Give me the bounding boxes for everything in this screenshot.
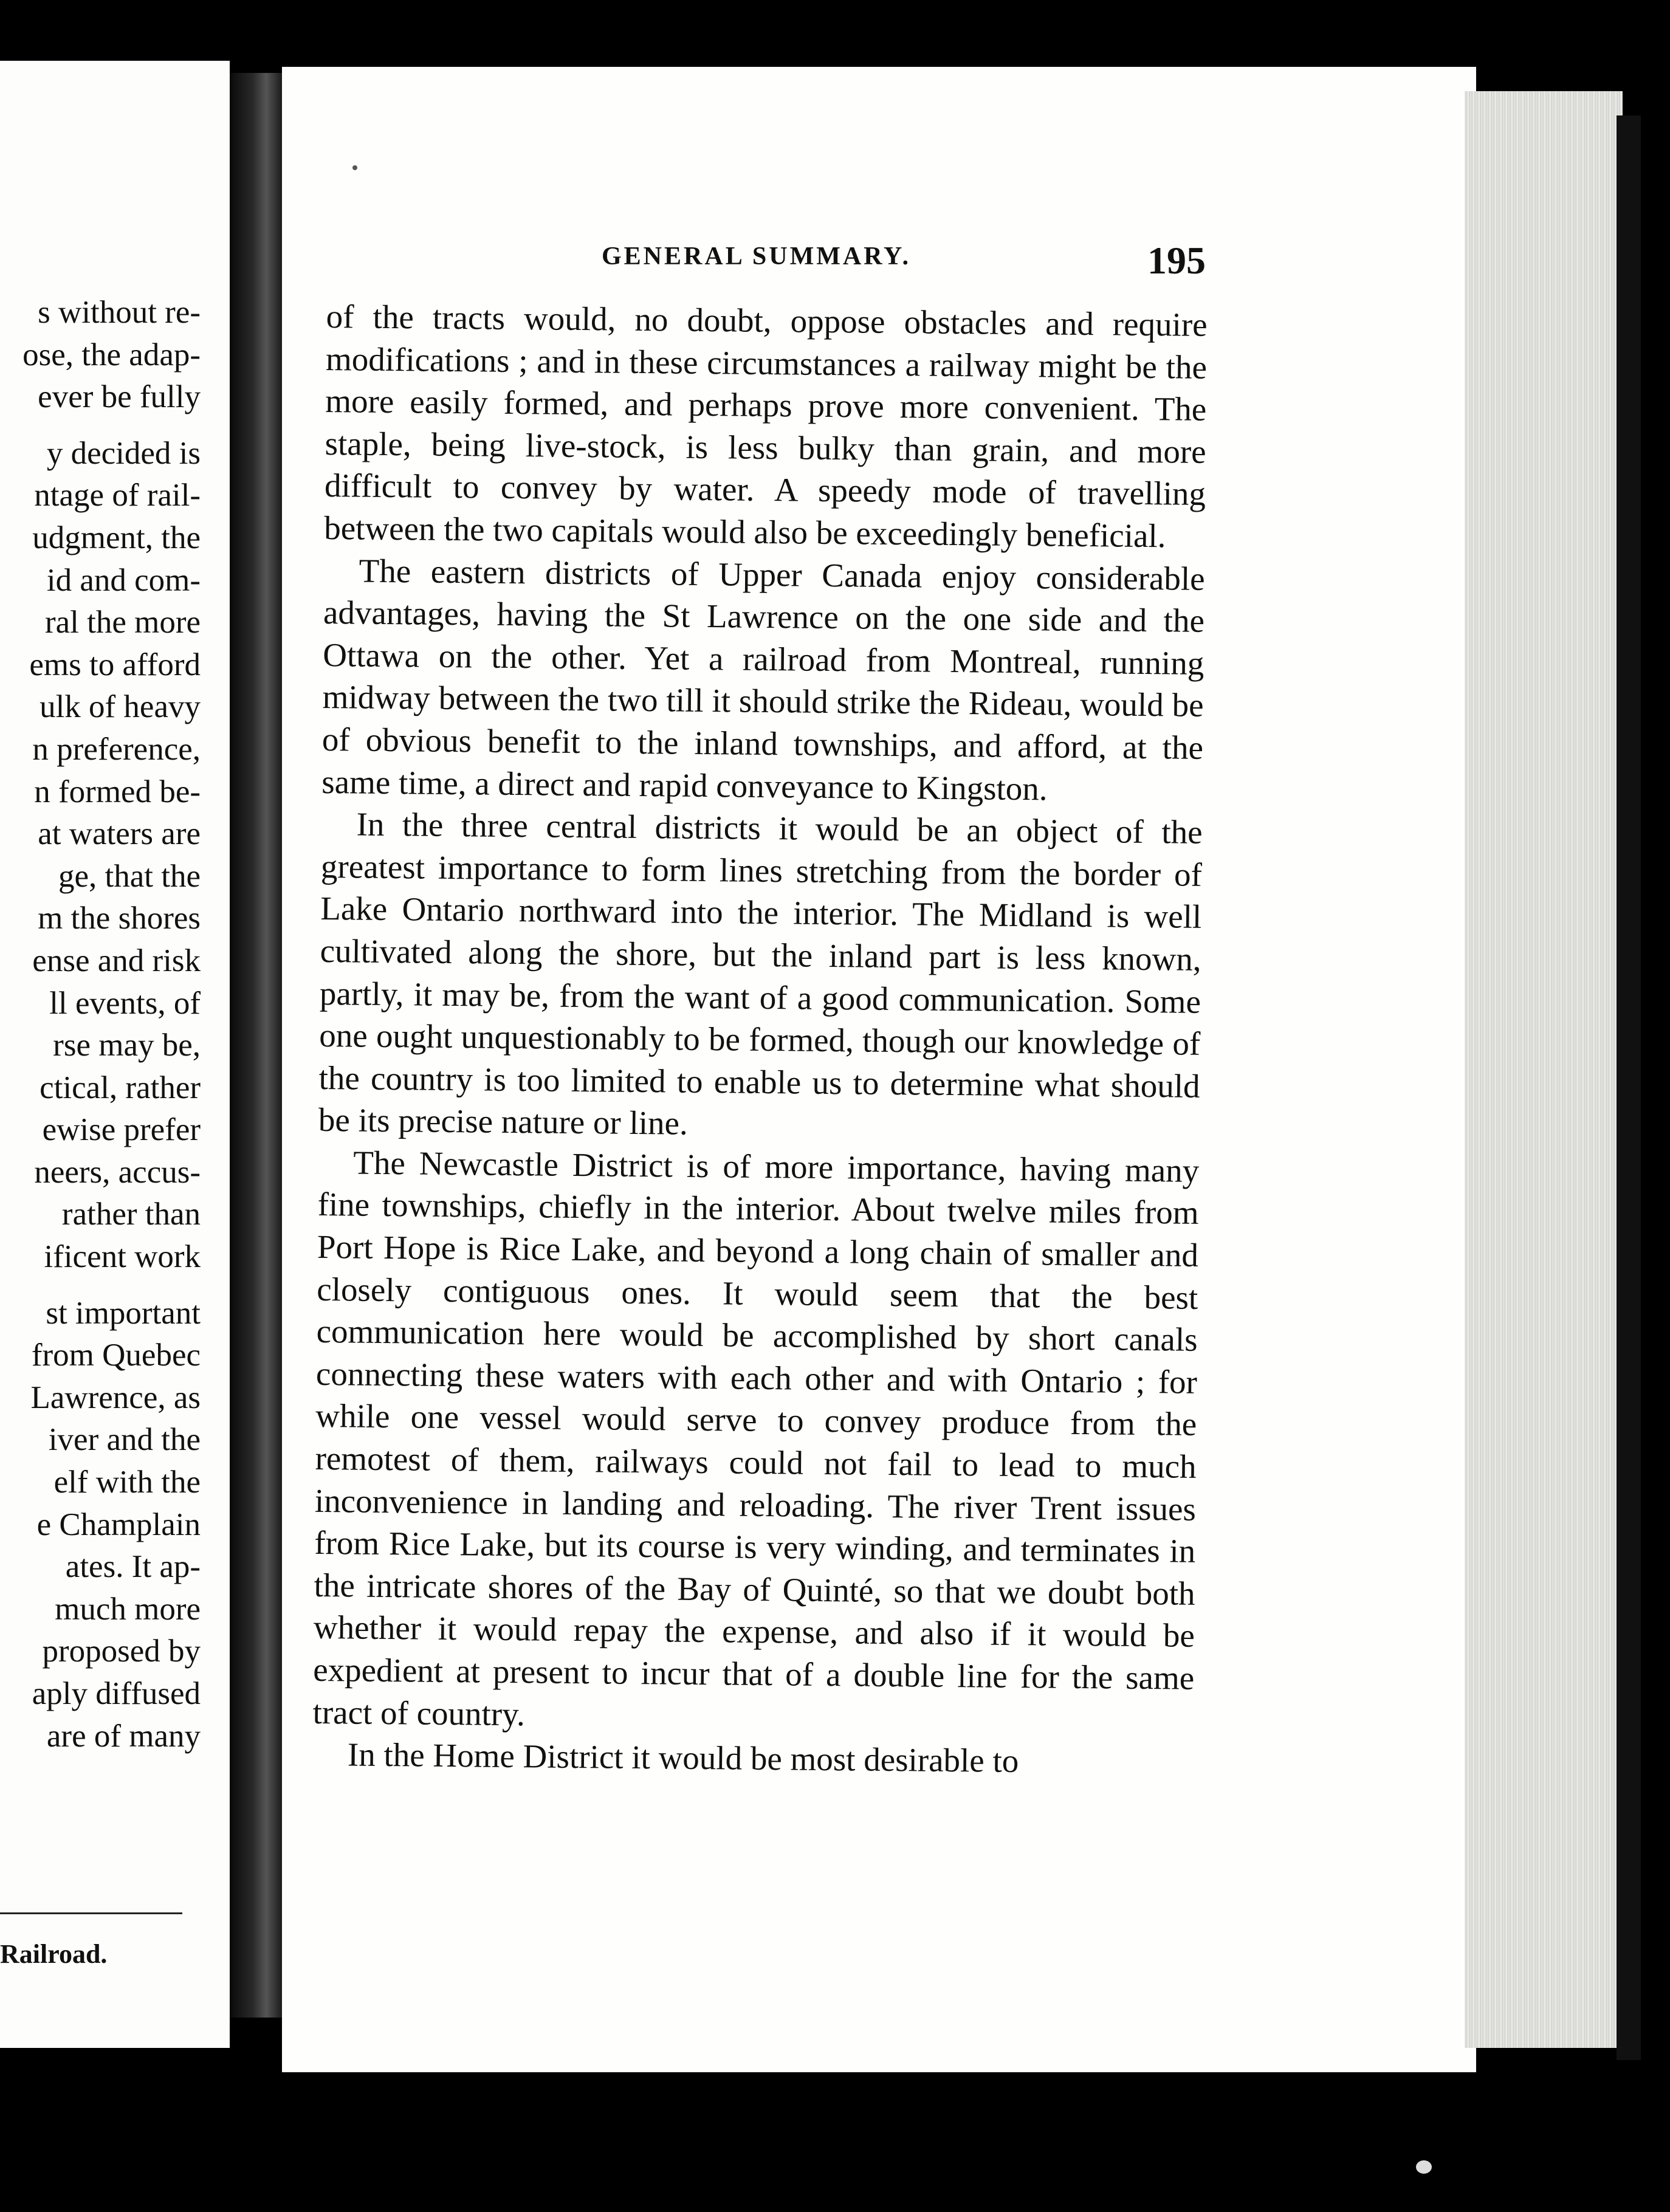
- body-text: [312, 295, 1208, 1784]
- left-line: iver and the: [48, 1422, 201, 1458]
- left-footnote: Railroad.: [0, 1939, 108, 1969]
- scan-speck: [352, 165, 357, 170]
- left-line: elf with the: [53, 1465, 201, 1500]
- left-line: n preference,: [32, 731, 201, 767]
- left-line: neers, accus-: [34, 1154, 201, 1190]
- left-line: ose, the adap-: [22, 337, 201, 373]
- left-line: n formed be-: [34, 774, 201, 809]
- left-line: rse may be,: [53, 1028, 201, 1063]
- left-line: rather than: [61, 1197, 201, 1232]
- left-line: ctical, rather: [40, 1070, 201, 1105]
- left-line: st important: [46, 1295, 201, 1331]
- left-line: ificent work: [44, 1239, 201, 1275]
- left-page-text-fragments: [0, 292, 201, 1757]
- running-head: GENERAL SUMMARY.: [602, 242, 912, 270]
- left-line: ll events, of: [49, 985, 201, 1021]
- page-stack-shadow: [1617, 115, 1641, 2060]
- left-paragraph-gap: [0, 1279, 201, 1293]
- book-gutter: [230, 73, 282, 2018]
- scan-speck: [1416, 2160, 1432, 2174]
- left-line: ge, that the: [58, 858, 201, 894]
- paragraph: of the tracts would, no doubt, oppose obstacles and require modifications ; and in these circumstances a railway might be the more easily formed, and perhaps prove more convenient. The staple, being live-stock, is less bulky than grain, and more difficult to convey by water. A speedy mode of travelling between the two capitals would also be exceedingly beneficial.: [324, 297, 1208, 555]
- left-line: ever be fully: [38, 379, 201, 415]
- paragraph: In the Home District it would be most desirable to: [347, 1736, 1019, 1780]
- page-stack-edge: [1465, 91, 1623, 2048]
- left-line: m the shores: [38, 901, 201, 936]
- page-number: 195: [1147, 239, 1206, 282]
- left-line: proposed by: [42, 1633, 201, 1669]
- left-line: udgment, the: [32, 520, 201, 555]
- left-line: ulk of heavy: [40, 689, 201, 725]
- paragraph: In the three central districts it would be an object of the greatest importance to form lines stretching from the border of Lake Ontario northward into the interior. The Midland is well cultivated along the shore, but the inland part is less known, partly, it may be, from the want of a good communication. Some one ought unquestionably to be formed, though our knowledge of the country is too limited to enable us to determine what should be its precise nature or line.: [318, 805, 1203, 1142]
- left-line: s without re-: [38, 295, 201, 330]
- left-line: ense and risk: [32, 943, 201, 978]
- left-line: ewise prefer: [42, 1112, 201, 1148]
- left-line: id and com-: [46, 562, 201, 598]
- left-line: ntage of rail-: [34, 478, 201, 514]
- left-line: Lawrence, as: [30, 1379, 201, 1415]
- footnote-rule: [0, 1912, 182, 1914]
- left-line: ates. It ap-: [65, 1549, 201, 1585]
- left-line: ems to afford: [29, 647, 201, 682]
- paragraph: The Newcastle District is of more importance, having many fine townships, chiefly in the interior. About twelve miles from Port Hope is Rice Lake, and beyond a long chain of smaller and closely contiguous ones. It would seem that the best communication here would be accomplished by short canals connecting these waters with each other and with Ontario ; for while one vessel would serve to convey produce from the remotest of them, railways could not fail to lead to much inconvenience in landing and reloading. The river Trent issues from Rice Lake, but its course is very winding, and terminates in the intricate shores of the Bay of Quinté, so that we doubt both whether it would repay the expense, and also if it would be expedient at present to incur that of a double line for the same tract of country.: [312, 1144, 1200, 1733]
- left-facing-page: [0, 61, 230, 2048]
- left-line: ral the more: [44, 605, 201, 641]
- left-line: aply diffused: [32, 1676, 201, 1711]
- left-paragraph-gap: [0, 419, 201, 433]
- left-line: much more: [55, 1591, 201, 1627]
- left-line: from Quebec: [31, 1338, 201, 1373]
- left-line: are of many: [46, 1718, 201, 1754]
- paragraph: The eastern districts of Upper Canada enjoy considerable advantages, having the St Lawrence on the one side and the Ottawa on the other. Yet a railroad from Montreal, running midway between the two till it should strike the Rideau, would be of obvious benefit to the inland townships, and afford, at the same time, a direct and rapid conveyance to Kingston.: [321, 552, 1205, 807]
- left-line: at waters are: [38, 816, 201, 852]
- left-line: y decided is: [46, 435, 201, 471]
- left-line: e Champlain: [36, 1506, 201, 1542]
